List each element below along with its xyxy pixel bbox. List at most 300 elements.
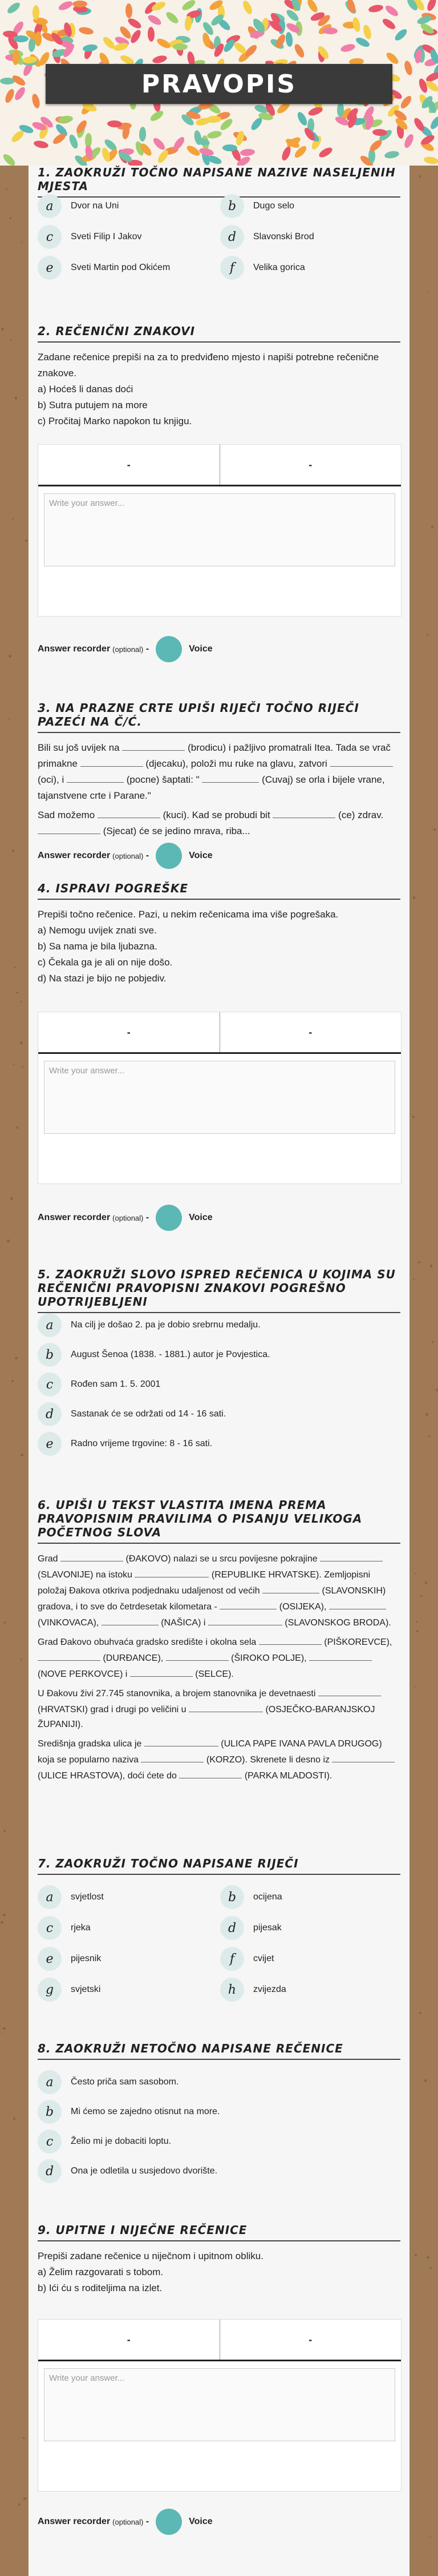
background-speck	[15, 397, 18, 400]
recorder-label: Answer recorder	[38, 851, 111, 860]
text-fragment: (ULICE HRASTOVA), doći ćete do	[38, 1771, 177, 1781]
background-speck	[430, 1265, 433, 1267]
leaf-decoration	[336, 102, 344, 117]
leaf-decoration	[156, 37, 172, 50]
question-title: 6. UPIŠI U TEKST VLASTITA IMENA PREMA PRAVOPISNIM PRAVILIMA O PISANJU VELIKOGA POČETNOG SLOVA	[38, 1498, 400, 1544]
column-header: -	[309, 1026, 313, 1038]
background-speck	[427, 292, 428, 293]
text-fragment: (SELCE).	[195, 1669, 234, 1679]
background-speck	[436, 1389, 437, 1391]
leaf-decoration	[113, 41, 129, 52]
option-letter: a	[38, 1313, 62, 1337]
leaf-decoration	[148, 26, 155, 41]
blank-input[interactable]	[141, 1752, 204, 1762]
option-letter: c	[38, 225, 62, 249]
question-7	[38, 1857, 400, 2028]
background-speck	[13, 518, 14, 520]
question-title: 2. REČENIČNI ZNAKOVI	[38, 324, 400, 343]
blank-input[interactable]	[320, 1551, 383, 1561]
recorder-optional: (optional)	[112, 851, 144, 860]
option-text: rjeka	[71, 1923, 91, 1933]
blank-input[interactable]	[220, 1599, 277, 1609]
question-4	[38, 882, 400, 1235]
option-text: Često priča sam sasobom.	[71, 2077, 179, 2087]
option-text: pijesnik	[71, 1954, 102, 1963]
background-speck	[416, 1621, 417, 1623]
text-fragment: Grad Đakovo obuhvaća gradsko središte i okolna sela	[38, 1637, 257, 1647]
option-letter: e	[38, 1432, 62, 1456]
blank-input[interactable]	[330, 756, 393, 767]
option-letter: a	[38, 194, 62, 218]
background-speck	[415, 1573, 416, 1574]
leaf-decoration	[125, 3, 132, 18]
blank-input[interactable]	[130, 1666, 193, 1677]
recorder-optional: (optional)	[112, 1213, 144, 1222]
leaf-decoration	[295, 111, 309, 127]
leaf-decoration	[172, 135, 186, 151]
blank-input[interactable]	[98, 807, 160, 818]
leaf-decoration	[280, 146, 292, 162]
sentence: c) Pročitaj Marko napokon tu knjigu.	[38, 416, 192, 426]
blank-input[interactable]	[38, 823, 100, 834]
background-speck	[14, 967, 16, 968]
option-g[interactable]	[38, 1978, 100, 2002]
text-fragment: (djecaku), položi mu ruke na glavu, zatvori	[145, 758, 327, 769]
blank-input[interactable]	[60, 1551, 123, 1561]
background-speck	[7, 1239, 10, 1242]
background-speck	[429, 2267, 431, 2269]
background-speck	[425, 1581, 428, 1584]
background-speck	[428, 1435, 431, 1438]
question-intro: Prepiši zadane rečenice u niječnom i upitnom obliku.	[38, 2251, 263, 2261]
background-speck	[12, 850, 14, 852]
text-fragment: (DURĐANCE),	[103, 1653, 164, 1663]
background-speck	[413, 1279, 415, 1281]
fill-paragraph	[38, 1736, 400, 1784]
background-speck	[1, 328, 4, 331]
leaf-decoration	[3, 87, 16, 104]
leaf-decoration	[351, 17, 361, 33]
option-d[interactable]	[38, 2159, 217, 2183]
option-text: Slavonski Brod	[253, 232, 314, 242]
leaf-decoration	[57, 0, 74, 11]
background-speck	[419, 175, 421, 178]
answer-input[interactable]: Write your answer...	[44, 1061, 395, 1134]
option-text: Na cilj je došao 2. pa je dobio srebrnu medalju.	[71, 1320, 261, 1330]
answer-recorder-q3: Answer recorder (optional) - Voice	[38, 843, 213, 869]
leaf-decoration	[149, 109, 165, 123]
recorder-label: Answer recorder	[38, 1213, 111, 1222]
option-b[interactable]	[220, 194, 294, 218]
option-text: Radno vrijeme trgovine: 8 - 16 sati.	[71, 1439, 213, 1448]
voice-record-button[interactable]	[156, 843, 182, 869]
answer-recorder: Answer recorder (optional) - Voice	[38, 1205, 213, 1231]
option-letter: d	[220, 225, 244, 249]
leaf-decoration	[6, 1, 22, 15]
background-speck	[419, 2012, 421, 2014]
option-letter: d	[38, 2159, 62, 2183]
option-letter: g	[38, 1978, 62, 2002]
option-c[interactable]	[38, 1372, 160, 1396]
option-e[interactable]	[38, 1947, 101, 1971]
question-title: 5. ZAOKRUŽI SLOVO ISPRED REČENICA U KOJIMA SU REČENIČNI PRAVOPISNI ZNAKOVI POGREŠNO UPOTRIJEBLJENI	[38, 1267, 400, 1313]
background-speck	[21, 1659, 22, 1660]
leaf-decoration	[31, 93, 41, 109]
leaf-decoration	[51, 131, 67, 146]
option-letter: h	[220, 1978, 244, 2002]
leaf-decoration	[403, 133, 415, 150]
question-title: 4. ISPRAVI POGREŠKE	[38, 882, 400, 900]
text-fragment: (REPUBLIKE HRVATSKE). Zemljopisni položaj Đakova otkriva podjednaku udaljenost od većih	[38, 1570, 371, 1596]
sentence: c) Čekala ga je ali on nije došo.	[38, 957, 173, 968]
recorder-label: Answer recorder	[38, 2517, 111, 2526]
leaf-decoration	[307, 105, 324, 117]
text-fragment: Grad	[38, 1554, 58, 1564]
blank-input[interactable]	[189, 1701, 263, 1712]
leaf-decoration	[293, 43, 306, 59]
option-text: Velika gorica	[253, 263, 305, 272]
background-speck	[429, 2537, 431, 2538]
background-speck	[6, 188, 7, 190]
background-speck	[16, 992, 18, 994]
option-a[interactable]	[38, 1885, 104, 1909]
blank-input[interactable]	[179, 1768, 242, 1778]
option-letter: b	[220, 1885, 244, 1909]
question-1	[38, 166, 400, 303]
text-fragment: (PIŠKOREVCE),	[324, 1637, 392, 1647]
text-fragment: (SLAVONIJE) na istoku	[38, 1570, 132, 1580]
sentence: b) Sa nama je bila ljubazna.	[38, 941, 157, 952]
background-speck	[9, 655, 11, 658]
option-text: Sveti Martin pod Okićem	[71, 263, 171, 272]
leaf-decoration	[393, 27, 408, 43]
background-speck	[10, 339, 12, 341]
answer-input[interactable]: Write your answer...	[44, 493, 395, 566]
text-fragment: (ĐAKOVO) nalazi se u srcu povijesne pokrajine	[125, 1554, 318, 1564]
option-text: Dugo selo	[253, 201, 295, 211]
voice-label: Voice	[189, 851, 213, 860]
blank-input[interactable]	[122, 740, 185, 751]
background-speck	[21, 242, 22, 243]
option-d[interactable]	[220, 225, 314, 249]
leaf-decoration	[139, 127, 147, 142]
leaf-decoration	[317, 146, 333, 159]
background-speck	[23, 2437, 25, 2439]
option-d[interactable]	[38, 1402, 226, 1426]
leaf-decoration	[10, 129, 25, 144]
background-speck	[13, 1064, 14, 1065]
option-text: svjetlost	[71, 1892, 104, 1902]
leaf-decoration	[240, 148, 255, 156]
background-speck	[427, 634, 428, 635]
blank-input[interactable]	[144, 1736, 218, 1746]
background-speck	[3, 1914, 6, 1917]
header-banner	[0, 0, 438, 166]
answer-table	[38, 444, 402, 617]
background-speck	[3, 1830, 6, 1832]
leaf-decoration	[152, 54, 168, 65]
option-c[interactable]	[38, 1916, 91, 1940]
blank-input[interactable]	[135, 1567, 209, 1577]
option-b[interactable]	[38, 1343, 270, 1367]
voice-label: Voice	[189, 644, 213, 654]
option-text: Sveti Filip I Jakov	[71, 232, 142, 242]
background-speck	[10, 217, 11, 219]
option-e[interactable]	[38, 1432, 212, 1456]
text-fragment: (NOVE PERKOVCE) i	[38, 1669, 128, 1679]
text-fragment: Sad možemo	[38, 810, 95, 820]
leaf-decoration	[322, 27, 337, 35]
option-c[interactable]	[38, 225, 141, 249]
leaf-decoration	[13, 86, 27, 102]
blank-input[interactable]	[166, 1650, 229, 1661]
question-intro: Zadane rečenice prepiši na za to predviđeno mjesto i napiši potrebne rečenične znakove.	[38, 352, 379, 379]
background-speck	[18, 2503, 21, 2506]
leaf-decoration	[14, 35, 29, 42]
option-letter: c	[38, 1916, 62, 1940]
background-speck	[424, 2079, 427, 2082]
background-speck	[433, 828, 436, 831]
blank-input[interactable]	[273, 807, 335, 818]
leaf-decoration	[340, 43, 356, 53]
leaf-decoration	[285, 31, 294, 47]
background-speck	[427, 2256, 429, 2259]
question-title: 8. ZAOKRUŽI NETOČNO NAPISANE REČENICE	[38, 2042, 400, 2060]
background-speck	[21, 1454, 23, 1456]
question-5	[38, 1267, 400, 1451]
option-text: Želio mi je dobaciti loptu.	[71, 2136, 172, 2146]
column-header: -	[309, 2333, 313, 2345]
leaf-decoration	[384, 4, 400, 18]
option-letter: f	[220, 1947, 244, 1971]
text-fragment: (pocne) šaptati: "	[126, 774, 200, 785]
background-speck	[420, 1595, 422, 1597]
text-fragment: (OSJEČKO-BARANJSKOJ ŽUPANIJI).	[38, 1705, 375, 1729]
column-header: -	[309, 458, 313, 470]
option-letter: b	[38, 1343, 62, 1367]
question-title: 7. ZAOKRUŽI TOČNO NAPISANE RIJEČI	[38, 1857, 400, 1875]
background-speck	[2, 2032, 3, 2034]
column-header: -	[38, 1012, 220, 1052]
leaf-decoration	[126, 17, 142, 30]
blank-input[interactable]	[38, 1650, 100, 1661]
option-letter: a	[38, 1885, 62, 1909]
title-box	[46, 64, 392, 104]
leaf-decoration	[425, 0, 438, 13]
background-speck	[415, 2254, 417, 2256]
blank-input[interactable]	[309, 1650, 372, 1661]
option-letter: d	[38, 1402, 62, 1426]
question-title: 3. NA PRAZNE CRTE UPIŠI RIJEČI TOČNO RIJEČI PAZEĆI NA Č/Ć.	[38, 701, 400, 733]
leaf-decoration	[381, 17, 397, 31]
option-h[interactable]	[220, 1978, 286, 2002]
background-speck	[413, 896, 415, 899]
voice-label: Voice	[189, 1213, 213, 1222]
sentence: d) Na stazi je bijo ne pobjediv.	[38, 973, 167, 984]
blank-input[interactable]	[259, 1634, 322, 1645]
recorder-optional: (optional)	[112, 2517, 144, 2526]
background-speck	[22, 1066, 23, 1067]
option-letter: f	[220, 256, 244, 280]
background-speck	[4, 1621, 6, 1624]
option-letter: e	[38, 256, 62, 280]
option-d[interactable]	[220, 1916, 282, 1940]
leaf-decoration	[423, 156, 438, 165]
text-fragment: (KORZO). Skrenete li desno iz	[206, 1755, 330, 1765]
text-fragment: (ce) zdrav.	[338, 810, 384, 820]
background-speck	[431, 526, 433, 528]
sentence: a) Hoćeš li danas doći	[38, 384, 133, 395]
text-fragment: (PARKA MLADOSTI).	[244, 1771, 332, 1781]
answer-recorder: Answer recorder (optional) - Voice	[38, 636, 213, 662]
blank-input[interactable]	[67, 772, 124, 783]
option-b[interactable]	[220, 1885, 282, 1909]
leaf-decoration	[156, 148, 171, 164]
option-text: cvijet	[253, 1954, 274, 1963]
background-speck	[16, 1126, 18, 1129]
text-fragment: (SLAVONSKIH) gradova, i to sve do četrdesetak kilometara -	[38, 1586, 386, 1612]
answer-table	[38, 1012, 402, 1184]
option-letter: a	[38, 2070, 62, 2094]
sentence: b) Sutra putujem na more	[38, 400, 148, 410]
option-text: August Šenoa (1838. - 1881.) autor je Povjestica.	[71, 1350, 270, 1359]
leaf-decoration	[428, 115, 438, 131]
blank-input[interactable]	[202, 772, 259, 783]
text-fragment: (ULICA PAPE IVANA PAVLA DRUGOG) koja se popularno naziva	[38, 1739, 382, 1765]
text-fragment: (Cuvaj) se orla i bijele vrane, tajanstvene crte i Parane."	[38, 774, 385, 801]
fill-paragraph	[38, 807, 400, 839]
leaf-decoration	[206, 130, 222, 139]
text-fragment: (OSIJEKA),	[279, 1602, 327, 1612]
text-fragment: (NAŠICA) i	[161, 1618, 206, 1628]
leaf-decoration	[368, 3, 384, 13]
option-a[interactable]	[38, 2070, 179, 2094]
sentence: a) Nemogu uvijek znati sve.	[38, 925, 157, 936]
background-speck	[25, 540, 28, 542]
leaf-decoration	[362, 24, 372, 40]
background-speck	[416, 1630, 419, 1632]
text-fragment: (SLAVONSKOG BRODA).	[285, 1618, 391, 1628]
background-speck	[425, 1413, 428, 1416]
sentence: b) Ići ću s roditeljima na izlet.	[38, 2283, 163, 2293]
option-letter: b	[220, 194, 244, 218]
question-8	[38, 2042, 400, 2190]
fill-paragraph	[38, 1551, 400, 1631]
background-speck	[11, 1380, 14, 1382]
background-speck	[418, 1261, 420, 1263]
leaf-decoration	[1, 152, 17, 166]
option-c[interactable]	[38, 2130, 171, 2154]
answer-recorder: Answer recorder (optional) - Voice	[38, 2509, 213, 2535]
leaf-decoration	[78, 26, 94, 35]
background-speck	[15, 1357, 17, 1359]
text-fragment: Bili su još uvijek na	[38, 742, 120, 753]
fill-paragraph	[38, 1634, 400, 1682]
answer-input[interactable]: Write your answer...	[44, 2368, 395, 2441]
option-text: Sastanak će se održati od 14 - 16 sati.	[71, 1409, 226, 1419]
blank-input[interactable]	[329, 1599, 386, 1609]
leaf-decoration	[173, 43, 188, 50]
question-title: 9. UPITNE I NIJEČNE REČENICE	[38, 2223, 400, 2241]
text-fragment: (VINKOVACA),	[38, 1618, 99, 1628]
question-title: 1. ZAOKRUŽI TOČNO NAPISANE NAZIVE NASELJENIH MJESTA	[38, 166, 400, 198]
voice-record-button[interactable]	[156, 636, 182, 662]
blank-input[interactable]	[318, 1685, 381, 1696]
background-speck	[20, 1041, 23, 1044]
option-text: Mi ćemo se zajedno otisnut na more.	[71, 2107, 220, 2116]
leaf-decoration	[83, 43, 98, 53]
question-intro: Prepiši točno rečenice. Pazi, u nekim rečenicama ima više pogrešaka.	[38, 909, 339, 920]
leaf-decoration	[306, 0, 319, 14]
text-fragment: (Sjecat) će se jedino mrava, riba...	[103, 826, 250, 836]
blank-input[interactable]	[80, 756, 143, 767]
option-text: Ona je odletila u susjedovo dvorište.	[71, 2166, 218, 2176]
option-text: zvijezda	[253, 1985, 286, 1994]
background-speck	[23, 2497, 26, 2499]
background-speck	[432, 1341, 433, 1343]
blank-input[interactable]	[332, 1752, 395, 1762]
column-header: -	[38, 2320, 220, 2360]
fill-paragraph	[38, 740, 400, 804]
option-e[interactable]	[38, 256, 170, 280]
option-text: ocijena	[253, 1892, 282, 1902]
option-b[interactable]	[38, 2100, 220, 2124]
blank-input[interactable]	[262, 1583, 319, 1593]
blank-input[interactable]	[208, 1615, 282, 1625]
leaf-decoration	[368, 138, 384, 153]
page-title: PRAVOPIS	[141, 69, 297, 99]
question-9	[38, 2223, 400, 2543]
option-text: Rođen sam 1. 5. 2001	[71, 1379, 161, 1389]
background-speck	[13, 2118, 15, 2120]
option-f[interactable]	[220, 1947, 274, 1971]
text-fragment: (HRVATSKI) grad i drugi po veličini u	[38, 1705, 186, 1714]
recorder-label: Answer recorder	[38, 644, 111, 654]
text-fragment: (kuci). Kad se probudi bit	[163, 810, 270, 820]
option-a[interactable]	[38, 194, 119, 218]
leaf-decoration	[147, 13, 163, 27]
voice-label: Voice	[189, 2517, 213, 2526]
leaf-decoration	[403, 60, 413, 76]
leaf-decoration	[164, 10, 180, 25]
background-speck	[20, 1001, 22, 1003]
text-fragment: (oci), i	[38, 774, 64, 785]
answer-table	[38, 2319, 402, 2492]
background-speck	[1, 1921, 3, 1924]
text-fragment: (brodicu) i pažljivo promatrali Itea. Tada se vrač primakne	[38, 742, 391, 769]
option-f[interactable]	[220, 256, 305, 280]
background-speck	[412, 1116, 415, 1118]
option-letter: e	[38, 1947, 62, 1971]
leaf-decoration	[33, 139, 49, 149]
option-text: pijesak	[253, 1923, 282, 1933]
option-a[interactable]	[38, 1313, 261, 1337]
background-speck	[10, 1197, 13, 1200]
option-text: Dvor na Uni	[71, 201, 119, 211]
question-6	[38, 1498, 400, 1841]
voice-record-button[interactable]	[156, 2509, 182, 2535]
leaf-decoration	[241, 0, 254, 15]
option-letter: c	[38, 2130, 62, 2154]
voice-record-button[interactable]	[156, 1205, 182, 1231]
blank-input[interactable]	[102, 1615, 159, 1625]
column-header: -	[38, 445, 220, 485]
background-speck	[415, 1687, 416, 1688]
recorder-optional: (optional)	[112, 645, 144, 654]
option-text: svjetski	[71, 1985, 101, 1994]
text-fragment: U Đakovu živi 27.745 stanovnika, a brojem stanovnika je devetnaesti	[38, 1689, 316, 1698]
background-speck	[3, 2027, 5, 2030]
